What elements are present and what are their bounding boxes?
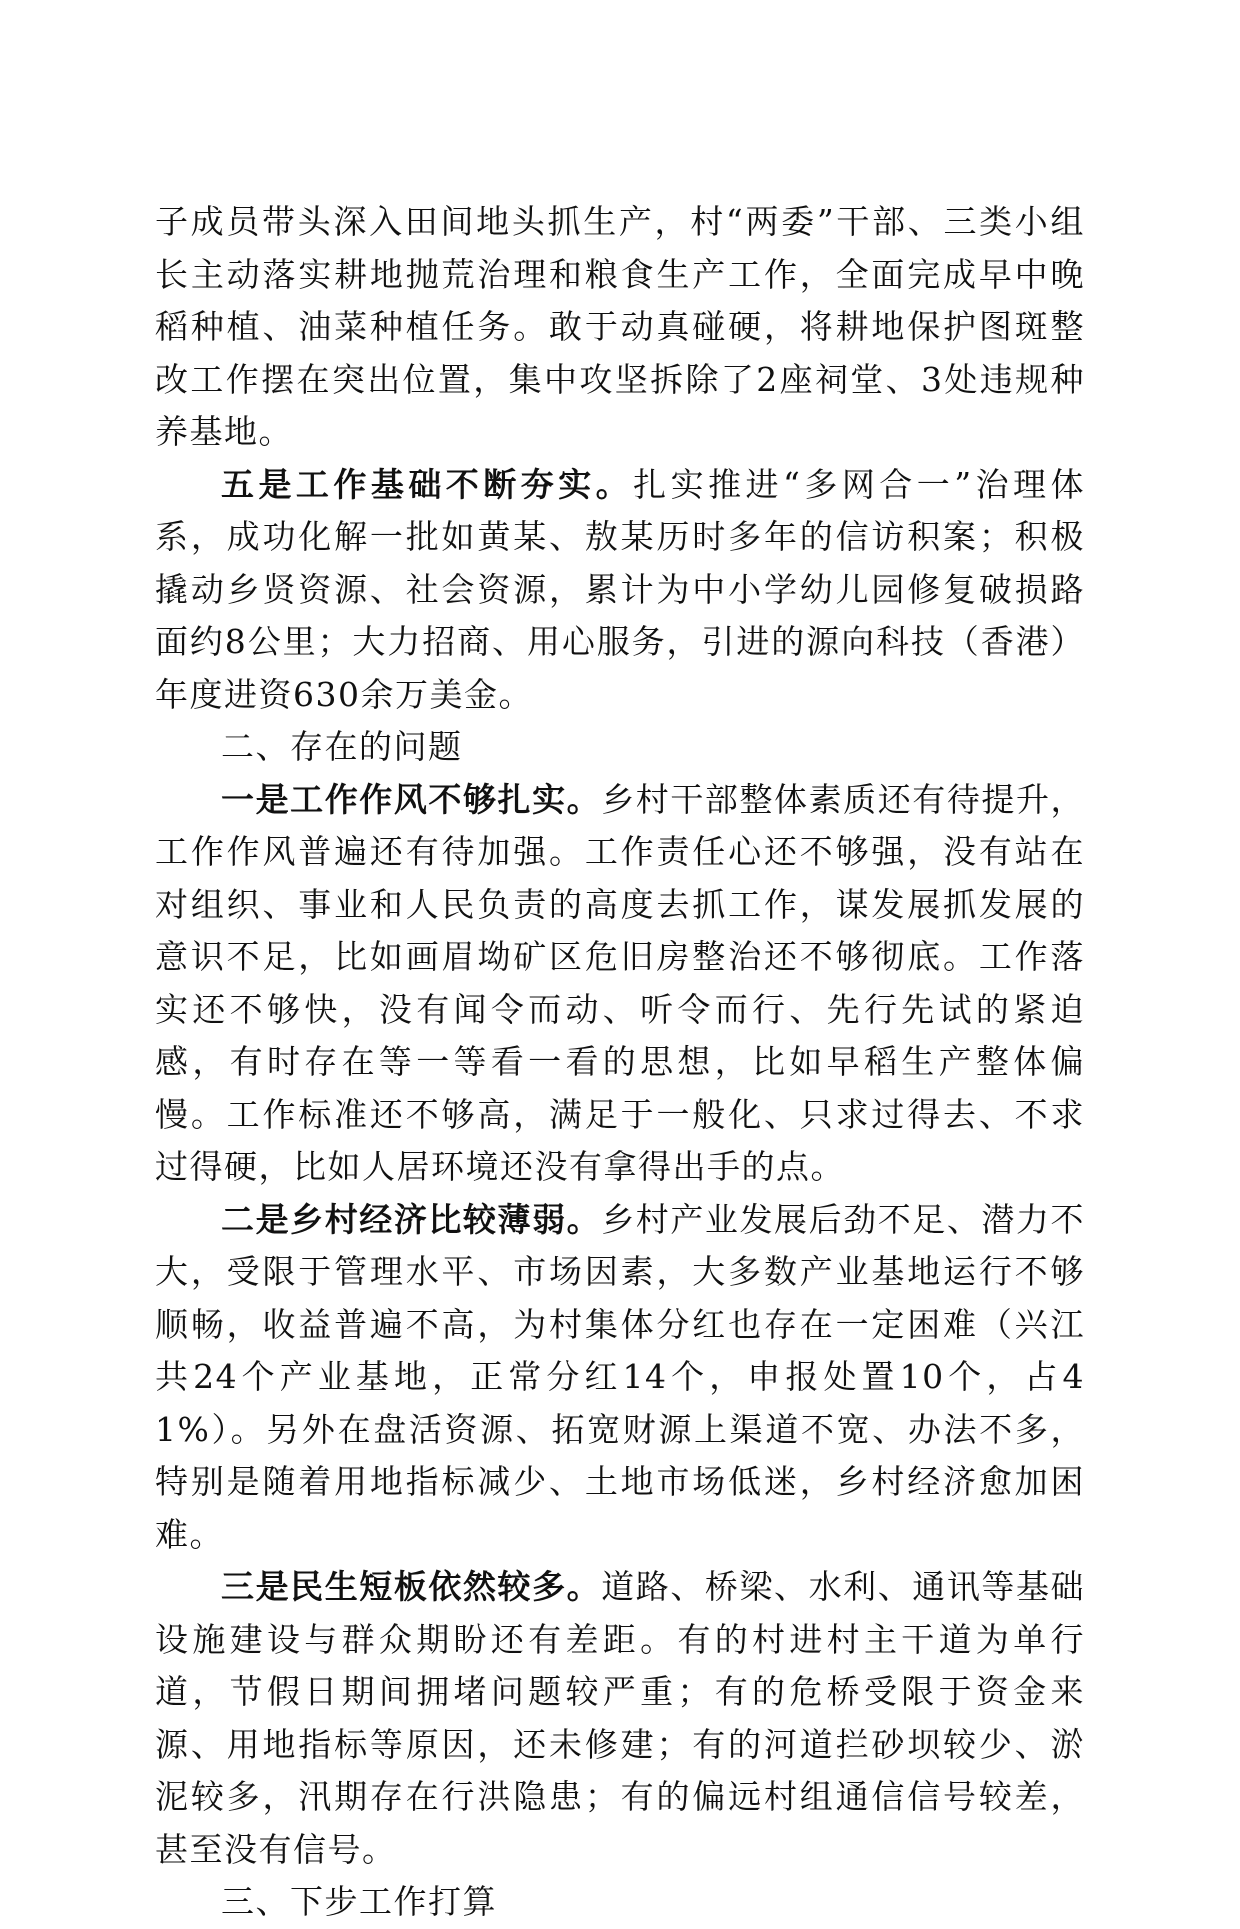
paragraph-text: 乡村干部整体素质还有待提升，工作作风普遍还有待加强。工作责任心还不够强，没有站在对组织、事业和人民负责的高度去抓工作，谋发展抓发展的意识不足，比如画眉坳矿区危旧房整治还不够彻底。工作落实还不够快，没有闻令而动、听令而行、先行先试的紧迫感，有时存在等一等看一看的思想，比如早稻生产整体偏慢。工作标准还不够高，满足于一般化、只求过得去、不求过得硬，比如人居环境还没有拿得出手的点。 xyxy=(155,779,1085,1186)
paragraph-text: 子成员带头深入田间地头抓生产，村“两委”干部、三类小组长主动落实耕地抛荒治理和粮食生产工作，全面完成早中晚稻种植、油菜种植任务。敢于动真碰硬，将耕地保护图斑整改工作摆在突出位置，集中攻坚拆除了2座祠堂、3处违规种养基地。 xyxy=(155,202,1085,451)
paragraph-lead: 一是工作作风不够扎实。 xyxy=(221,779,602,819)
paragraph-livelihood xyxy=(155,1561,1085,1876)
paragraph-rural-economy xyxy=(155,1194,1085,1562)
paragraph-work-foundation xyxy=(155,459,1085,722)
paragraph-work-style xyxy=(155,774,1085,1194)
paragraph-lead: 三是民生短板依然较多。 xyxy=(221,1567,602,1606)
document-body xyxy=(155,196,1085,1929)
paragraph-text: 道路、桥梁、水利、通讯等基础设施建设与群众期盼还有差距。有的村进村主干道为单行道，节假日期间拥堵问题较严重；有的危桥受限于资金来源、用地指标等原因，还未修建；有的河道拦砂坝较少、淤泥较多，汛期存在行洪隐患；有的偏远村组通信信号较差，甚至没有信号。 xyxy=(155,1567,1085,1869)
paragraph-text: 乡村产业发展后劲不足、潜力不大，受限于管理水平、市场因素，大多数产业基地运行不够顺畅，收益普遍不高，为村集体分红也存在一定困难（兴江共24个产业基地，正常分红14个，申报处置10个，占41%）。另外在盘活资源、拓宽财源上渠道不宽、办法不多，特别是随着用地指标减少、土地市场低迷，乡村经济愈加困难。 xyxy=(155,1199,1085,1554)
paragraph-lead: 二是乡村经济比较薄弱。 xyxy=(221,1199,602,1239)
paragraph-continuation xyxy=(155,196,1085,459)
section-heading-next-steps: 三、下步工作打算 xyxy=(221,1882,497,1921)
paragraph-text: 扎实推进“多网合一”治理体系，成功化解一批如黄某、敖某历时多年的信访积案；积极撬动乡贤资源、社会资源，累计为中小学幼儿园修复破损路面约8公里；大力招商、用心服务，引进的源向科技（香港）年度进资630余万美金。 xyxy=(155,464,1086,714)
paragraph-lead: 五是工作基础不断夯实。 xyxy=(221,464,634,504)
section-heading-problems: 二、存在的问题 xyxy=(221,727,463,766)
